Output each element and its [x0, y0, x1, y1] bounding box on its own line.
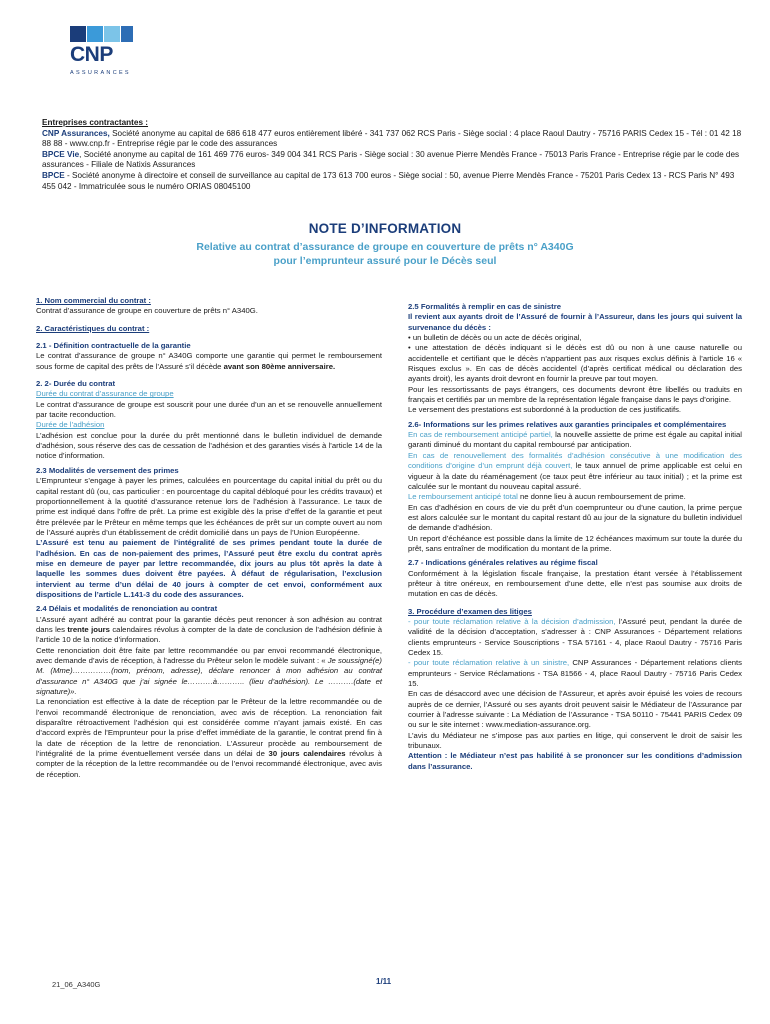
section-2-6-p5: Un report d’échéance est possible dans la limite de 12 échéances maximum sur toute la durée du prêt, sans entraîner de modification du montant de la prime. [408, 533, 742, 553]
document-title-block [0, 221, 770, 268]
section-2-5-bullet1: • un bulletin de décès ou un acte de décès original, [408, 333, 582, 343]
s26-t1: la nouvelle assiette de prime est égale au capital initial garanti diminué du montant du capital remboursé par anticipation. [408, 430, 742, 450]
section-2-2-text2: L’adhésion est conclue pour la durée du prêt mentionné dans le bulletin individuel de demande d’adhésion, sous réserve des cas de cessation de l’adhésion et des garanties visés à l’article 14 de la notice d’information. [36, 430, 382, 461]
cnp-logo [64, 26, 136, 82]
section-2-5-bullet2: • une attestation de décès indiquant si le décès est dû ou non à une cause naturelle ou accidentelle et certifiant que le décès n’appartient pas aux risques exclus définis à l’article 16 « Risques exclus ». En cas de décès accidentel (d’après certificat médical ou déclaration des ayants droit), les ayants droit devront en fournir la preuve par tout moyen. [408, 343, 742, 384]
section-2-5-bold: Il revient aux ayants droit de l’Assuré de fournir à l’Assureur, dans les jours qui suivent la survenance du décès : [408, 312, 742, 332]
section-2-4-heading: 2.4 Délais et modalités de renonciation au contrat [36, 604, 218, 614]
section-2-2-text1: Le contrat d’assurance de groupe est souscrit pour une durée d’un an et se renouvelle annuellement par tacite reconduction. [36, 399, 382, 420]
section-2-5-heading: 2.5 Formalités à remplir en cas de sinistre [408, 302, 561, 311]
s24-t3: La renonciation est effective à la date de réception par le Prêteur de la lettre recommandée ou de l’envoi recommandé électronique de renonciation, avec avis de réception. La renonciation fait disparaître rétroactivement l’adhésion qui est considérée comme n’ayant jamais existé. En cas d’accord exprès de l’Emprunteur pour la prise d’effet immédiate de la garantie, le contrat prend fin à la date de réception de la lettre de renonciation. L’Assureur procède au remboursement de l’intégralité de la prime éventuellement versée dans un délai de [36, 697, 382, 759]
document-title: NOTE D’INFORMATION [308, 221, 462, 236]
cnp-text: Société anonyme au capital de 686 618 477 euros entièrement libéré - 341 737 062 RCS Paris - Siège social : 4 place Raoul Dautry - 75716 PARIS Cedex 15 - Tél : 01 42 18 88 88 - www.cnp.fr - Entreprise régie par le code des assurances [42, 128, 742, 149]
bpce-paragraph [42, 171, 742, 192]
section-2-3-heading: 2.3 Modalités de versement des primes [36, 465, 179, 475]
section-2-6-p2 [408, 451, 742, 492]
document-subtitle [0, 240, 770, 268]
right-column [408, 302, 742, 772]
section-2-6-p3 [408, 492, 742, 502]
s26-t2: le taux annuel de prime applicable est celui en vigueur à la date du réaménagement (ce taux peut être inférieur au taux initial) ; et la prime est calculée sur le montant du nouveau capital assuré. [408, 461, 742, 491]
logo-text: CNP [70, 43, 113, 66]
section-1-heading: 1. Nom commercial du contrat : [36, 296, 151, 305]
bpcevie-text: , Société anonyme au capital de 161 469 776 euros- 349 004 341 RCS Paris - Siège social : 30 avenue Pierre Mendès France - 75013 Paris France - Entreprise régie par le code des assurances - Filiale de Natixis Assurances [42, 149, 740, 170]
section-2-2-sub2: Durée de l’adhésion [36, 420, 105, 430]
section-3-p1 [408, 617, 742, 658]
section-2-2-heading: 2. 2- Durée du contrat [36, 379, 116, 389]
logo-tile-3 [104, 26, 120, 42]
section-2-6-heading: 2.6- Informations sur les primes relatives aux garanties principales et complémentaires [408, 419, 727, 429]
s3-blue2: - pour toute réclamation relative à un sinistre, [408, 658, 570, 668]
s26-blue2: En cas de renouvellement des formalités d’adhésion consécutive à une modification des conditions d’origine d’un emprunt déjà couvert, [408, 450, 742, 471]
s24-bold: 30 jours calendaires [268, 749, 346, 759]
left-column [36, 296, 382, 780]
section-3-heading: 3. Procédure d’examen des litiges [408, 606, 532, 616]
section-2-5-text1: Pour les ressortissants de pays étrangers, ces documents devront être libellés ou traduits en français et certifiés par un membre de la représentation légale française dans le pays d’origine. [408, 384, 742, 405]
bpce-text: - Société anonyme à directoire et conseil de surveillance au capital de 173 613 700 euros - Siège social : 50, avenue Pierre Mendès France - 75201 Paris Cedex 13 - RCS Paris N° 493 455 042 - Immatriculée sous le numéro ORIAS 08045100 [42, 170, 735, 191]
logo-tile-1 [70, 26, 86, 42]
s24-t1c: calendaires révolus à compter de la date de conclusion de l’adhésion définie à l’article 10 de la notice d’information. [36, 624, 382, 645]
s24-t1a: L’Assuré ayant adhéré au contrat pour la garantie décès peut renoncer à son adhésion au contrat dans les [36, 614, 382, 634]
entreprises-heading: Entreprises contractantes : [42, 118, 149, 127]
s26-blue1: En cas de remboursement anticipé partiel, [408, 430, 553, 440]
section-2-4-text3 [36, 697, 382, 780]
bpcevie-paragraph [42, 150, 742, 171]
s24-t1b: trente jours [67, 624, 110, 634]
section-2-1-bold: avant son 80ème anniversaire. [223, 361, 336, 371]
logo-tile-4 [121, 26, 133, 42]
section-2-4-text2 [36, 646, 382, 698]
s26-blue3: Le remboursement anticipé total [408, 492, 518, 502]
logo-tile-2 [87, 26, 103, 42]
logo-subtext: ASSURANCES [70, 70, 131, 76]
section-2-heading: 2. Caractéristiques du contrat : [36, 323, 150, 333]
section-2-4-text1 [36, 615, 382, 646]
s26-t3: ne donne lieu à aucun remboursement de prime. [517, 492, 686, 502]
bpcevie-name: BPCE Vie [42, 149, 80, 159]
bpce-name: BPCE [42, 170, 65, 180]
s3-t1: l’Assuré peut, pendant la durée de validité de la décision d’acceptation, s’adresser à : CNP Assurances - Département relations clients emprunteurs - Service Souscriptions - TSA 57161 - 4, place Raoul Dautry - 75716 Paris Cedex 15. [408, 616, 743, 657]
s24-t2: Cette renonciation doit être faite par lettre recommandée ou par envoi recommandé électronique, avec demande d’avis de réception, à l’adresse du Prêteur selon le modèle suivant : « [36, 645, 382, 665]
entreprises-contractantes [42, 118, 742, 192]
s24-model: Je soussigné(e) M. (Mme)……………(nom, prénom, adresse), déclare renoncer à mon adhésion au contrat d’assurance n° A340G que j’ai signée le……….à……….. (lieu d’adhésion). Le ……….(date et signature)». [36, 656, 382, 697]
section-2-3-bold: L’Assuré est tenu au paiement de l’intégralité de ses primes pendant toute la durée de l’adhésion. En cas de non-paiement des primes, l’Assuré peut être exclu du contrat après mise en demeure de payer par lettre recommandée, dix jours au plus tôt après la date à laquelle les sommes dues doivent être payées. À défaut de régularisation, l’exclusion intervient au terme d’un délai de 40 jours à compter de cet envoi, conformément aux dispositions de l’article L.141-3 du code des assurances. [36, 538, 382, 599]
cnp-name: CNP Assurances, [42, 128, 110, 138]
section-2-2-sub1: Durée du contrat d’assurance de groupe [36, 389, 174, 399]
section-3-p2 [408, 658, 742, 689]
section-2-7-text: Conformément à la législation fiscale française, la prestation étant versée à l’établissement prêteur à titre onéreux, en remboursement d’une dette, elle n’est pas soumise aux droits de mutation en cas de décès. [408, 568, 742, 599]
page-number: 1/11 [376, 977, 392, 986]
section-3-bold: Attention : le Médiateur n’est pas habilité à se prononcer sur les conditions d’admission dans l’assurance. [408, 751, 742, 771]
section-2-1-heading: 2.1 - Définition contractuelle de la garantie [36, 341, 191, 351]
s24-t4: révolus à compter de la réception de la lettre recommandée ou de l’envoi recommandé électronique, avec avis de réception. [36, 749, 382, 779]
section-1-text: Contrat d’assurance de groupe en couverture de prêts n° A340G. [36, 306, 258, 316]
s3-t2: CNP Assurances - Département relations clients emprunteurs - Service Réclamations - TSA 81566 - 4, place Raoul Dautry - 75716 Paris Cedex 15. [408, 658, 742, 689]
section-3-p4: L’avis du Médiateur ne s’impose pas aux parties en litige, qui conservent le droit de saisir les tribunaux. [408, 730, 742, 751]
section-2-1-text [36, 351, 382, 372]
section-2-6-p1 [408, 430, 742, 451]
section-2-1-body: Le contrat d’assurance de groupe n° A340G comporte une garantie qui permet le remboursement sous forme de capital des prêts de l’Assuré s’il décède [36, 351, 382, 371]
s3-blue1: - pour toute réclamation relative à la décision d’admission, [408, 616, 616, 626]
section-2-7-heading: 2.7 - Indications générales relatives au régime fiscal [408, 558, 598, 568]
subtitle-line2: pour l’emprunteur assuré pour le Décès seul [273, 255, 497, 267]
section-2-5-text2: Le versement des prestations est subordonné à la production de ces justificatifs. [408, 405, 682, 415]
cnp-paragraph [42, 129, 742, 150]
subtitle-line1: Relative au contrat d’assurance de groupe en couverture de prêts n° A340G [196, 241, 574, 253]
footer-reference: 21_06_A340G [52, 980, 101, 989]
section-2-6-p4: En cas d’adhésion en cours de vie du prêt d’un coemprunteur ou d’une caution, la prime perçue est alors calculée sur le montant du capital restant dû au jour de la signature du bulletin individuel de demande d’adhésion. [408, 502, 742, 533]
section-3-p3: En cas de désaccord avec une décision de l’Assureur, et après avoir épuisé les voies de recours auprès de ce dernier, l’Assuré ou ses ayants droit peuvent saisir le Médiateur de l’Assurance par courrier à l’adresse suivante : La Médiation de l’Assurance - TSA 50110 - 75441 PARIS Cedex 09 ou sur le site internet : www.mediation-assurance.org. [408, 689, 742, 730]
section-2-3-text: L’Emprunteur s’engage à payer les primes, calculées en pourcentage du capital initial du prêt ou du capital restant dû (ou, cas particulier : en pourcentage du capital débloqué pour les crédits travaux) et proportionnellement à la quotité d’assurance retenue lors de l’adhésion à l’assurance. Le taux de prime est indiqué dans l’offre de prêt. La prime est exigible dès la prise d’effet de la garantie et peut être prélevée par le Prêteur en même temps que les échéances de prêt sur un compte ouvert au nom de l’Assuré auprès d’un établissement de crédit domicilié dans un pays de l’Union Européenne. [36, 476, 382, 537]
